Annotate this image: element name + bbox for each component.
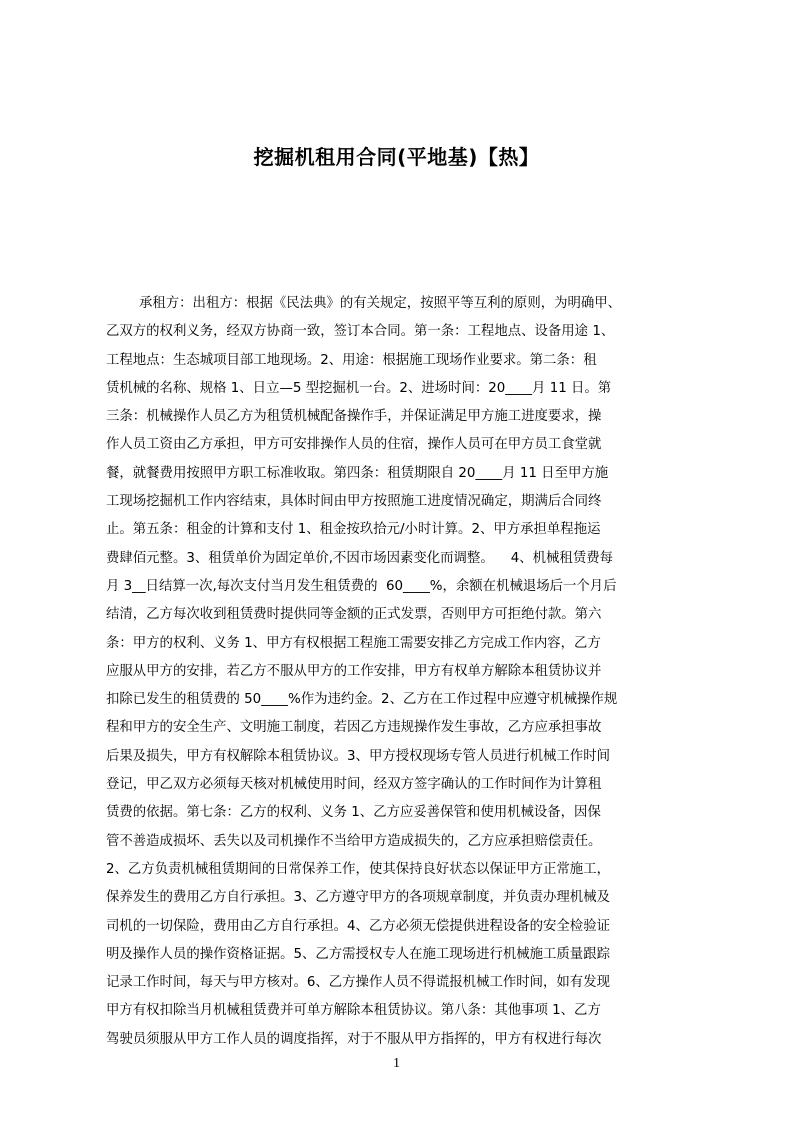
- paragraph-line: 作人员工资由乙方承担，甲方可安排操作人员的住宿，操作人员可在甲方员工食堂就: [106, 437, 602, 453]
- paragraph-line: 承租方：出租方：根据《民法典》的有关规定，按照平等互利的原则，为明确甲、: [139, 296, 622, 311]
- paragraph-line: 2、乙方负责机械租赁期间的日常保养工作，使其保持良好状态以保证甲方正常施工，: [106, 861, 610, 877]
- paragraph-line: 结清，乙方每次收到租赁费时提供同等金额的正式发票，否则甲方可拒绝付款。第六: [106, 607, 602, 623]
- paragraph-line: 登记，甲乙双方必须每天核对机械使用时间，经双方签字确认的工作时间作为计算租: [106, 777, 602, 793]
- paragraph-line: 扣除已发生的租赁费的 50____%作为违约金。2、乙方在工作过程中应遵守机械操作规: [106, 692, 618, 708]
- document-title: 挖掘机租用合同(平地基)【热】: [253, 145, 540, 169]
- paragraph-line: 条：甲方的权利、义务 1、甲方有权根据工程施工需要安排乙方完成工作内容，乙方: [106, 635, 601, 651]
- paragraph-line: 驾驶员须服从甲方工作人员的调度指挥，对于不服从甲方指挥的，甲方有权进行每次: [106, 1031, 602, 1047]
- paragraph-line: 三条：机械操作人员乙方为租赁机械配备操作手，并保证满足甲方施工进度要求，操: [106, 409, 602, 425]
- paragraph-line: 赁机械的名称、规格 1、日立—5 型挖掘机一台。2、进场时间：20____月 11 日。第: [106, 380, 612, 396]
- paragraph-line: 止。第五条：租金的计算和支付 1、租金按玖拾元/小时计算。2、甲方承担单程拖运: [106, 522, 601, 538]
- paragraph-line: 管不善造成损坏、丢失以及司机操作不当给甲方造成损失的，乙方应承担赔偿责任。: [106, 833, 602, 849]
- paragraph-line: 明及操作人员的操作资格证据。5、乙方需授权专人在施工现场进行机械施工质量跟踪: [106, 946, 610, 962]
- paragraph-line: 记录工作时间，每天与甲方核对。6、乙方操作人员不得谎报机械工作时间，如有发现: [106, 975, 610, 991]
- page-number: 1: [393, 1056, 400, 1071]
- paragraph-line: 程和甲方的安全生产、文明施工制度，若因乙方违规操作发生事故，乙方应承担事故: [106, 720, 602, 736]
- paragraph-line: 工程地点：生态城项目部工地现场。2、用途：根据施工现场作业要求。第二条：租: [106, 352, 597, 368]
- paragraph-line: 乙双方的权利义务，经双方协商一致，签订本合同。第一条：工程地点、设备用途 1、: [106, 324, 615, 340]
- paragraph-line: 餐，就餐费用按照甲方职工标准收取。第四条：租赁期限自 20____月 11 日至甲方施: [106, 465, 609, 481]
- paragraph-line: 甲方有权扣除当月机械租赁费并可单方解除本租赁协议。第八条：其他事项 1、乙方: [106, 1003, 601, 1019]
- paragraph-line: 司机的一切保险，费用由乙方自行承担。4、乙方必须无偿提供进程设备的安全检验证: [106, 918, 610, 934]
- paragraph-line: 赁费的依据。第七条：乙方的权利、义务 1、乙方应妥善保管和使用机械设备，因保: [106, 805, 601, 821]
- paragraph-line: 月 3__日结算一次,每次支付当月发生租赁费的 60____%，余额在机械退场后一个月后: [106, 578, 617, 594]
- contract-body: [106, 290, 697, 1047]
- paragraph-line: 后果及损失，甲方有权解除本租赁协议。3、甲方授权现场专管人员进行机械工作时间: [106, 748, 610, 764]
- paragraph-line: 保养发生的费用乙方自行承担。3、乙方遵守甲方的各项规章制度，并负责办理机械及: [106, 890, 610, 906]
- paragraph-line: 应服从甲方的安排，若乙方不服从甲方的工作安排，甲方有权单方解除本租赁协议并: [106, 663, 602, 679]
- paragraph-line: 工现场挖掘机工作内容结束，具体时间由甲方按照施工进度情况确定，期满后合同终: [106, 494, 602, 510]
- paragraph-line: 费肆佰元整。3、租赁单价为固定单价,不因市场因素变化而调整。 4、机械租赁费每: [106, 550, 613, 566]
